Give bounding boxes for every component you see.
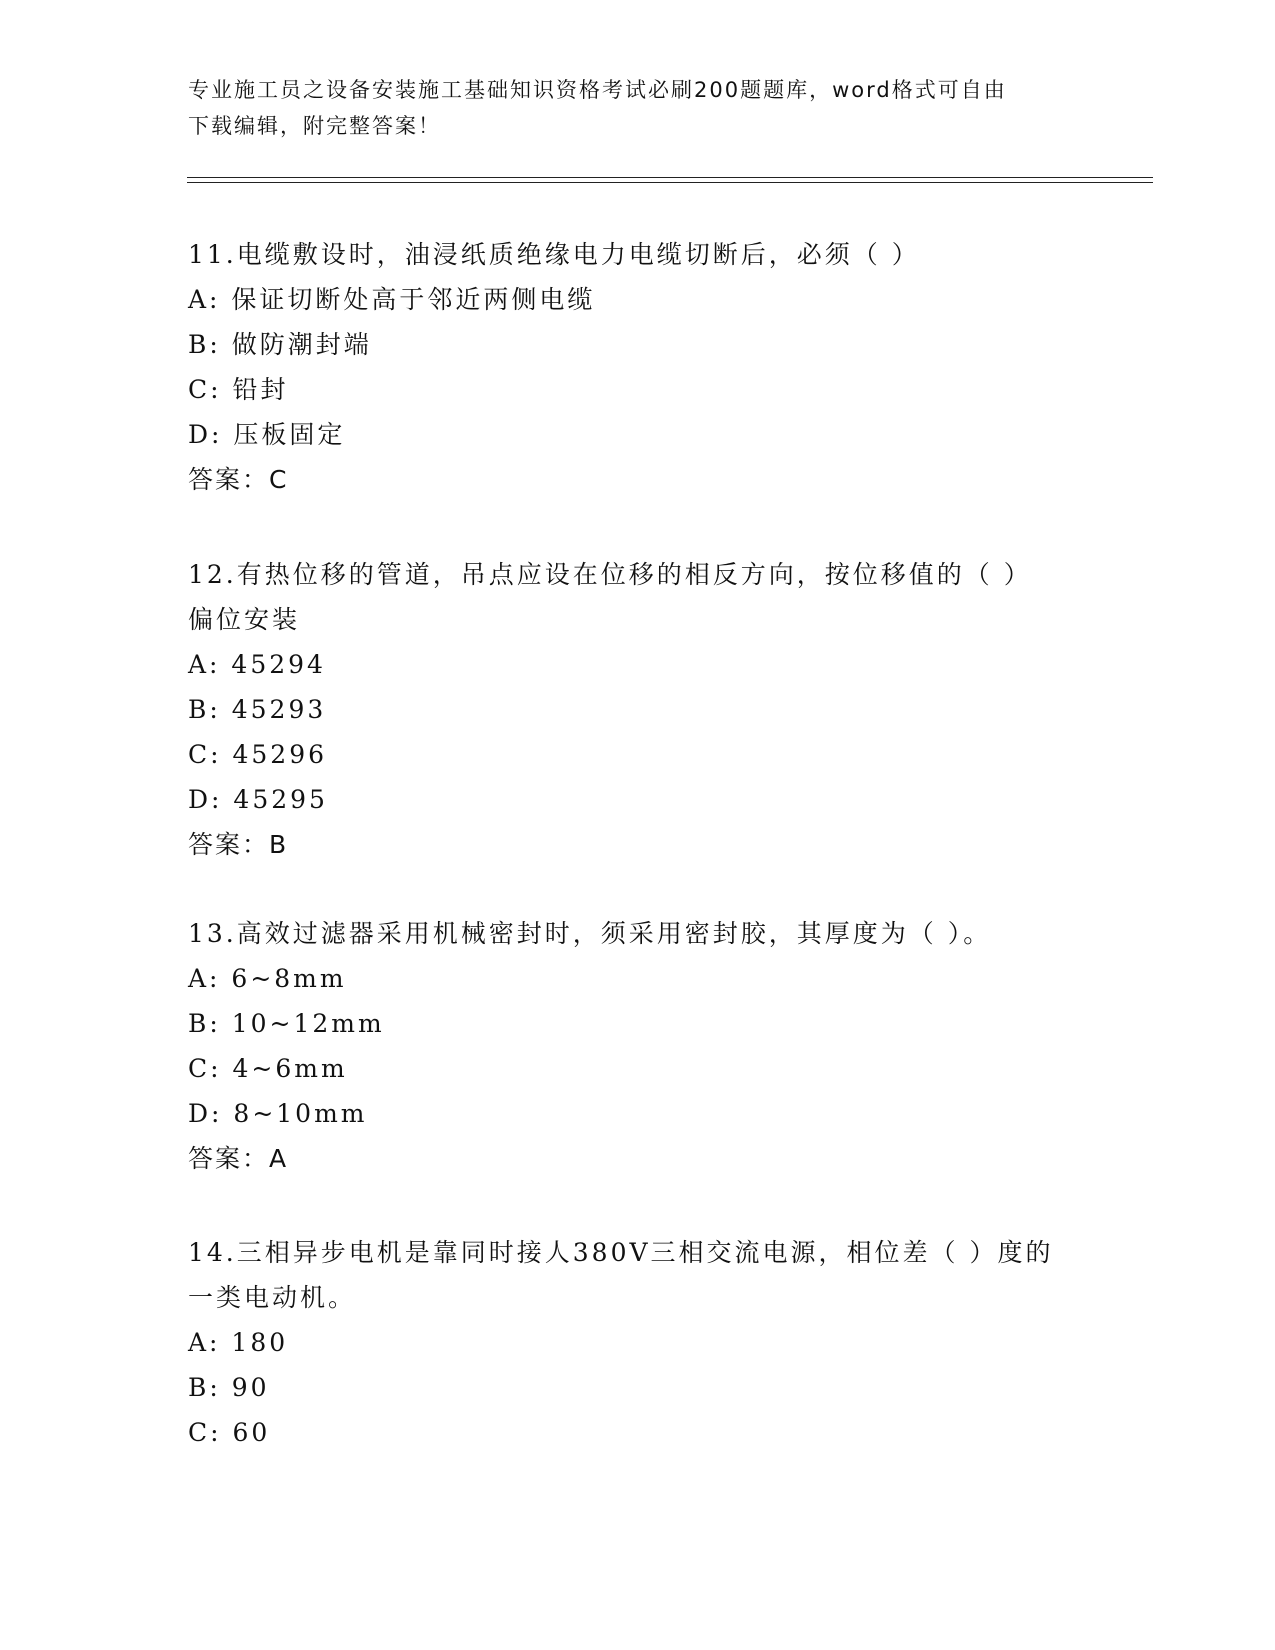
option-d: D: 8~10mm	[188, 1099, 368, 1128]
header-divider-bottom	[187, 182, 1153, 183]
question-stem: 12.有热位移的管道，吊点应设在位移的相反方向，按位移值的（ ）	[188, 560, 1032, 589]
answer-line: 答案：A	[188, 1144, 289, 1173]
option-c: C: 60	[188, 1418, 271, 1447]
option-d: D: 压板固定	[188, 420, 346, 449]
header-title-line-2: 下载编辑，附完整答案！	[188, 114, 441, 138]
option-b: B: 45293	[188, 695, 327, 724]
header-title-line-1: 专业施工员之设备安装施工基础知识资格考试必刷200题题库，word格式可自由	[188, 78, 1007, 102]
option-a: A: 45294	[188, 650, 326, 679]
option-c: C: 4~6mm	[188, 1054, 348, 1083]
question-stem: 13.高效过滤器采用机械密封时，须采用密封胶，其厚度为（ ）。	[188, 919, 992, 948]
question-stem: 11.电缆敷设时，油浸纸质绝缘电力电缆切断后，必须（ ）	[188, 240, 920, 269]
question-14	[188, 1230, 1088, 1455]
answer-line: 答案：C	[188, 465, 289, 494]
question-12	[188, 552, 1088, 867]
option-a: A: 180	[188, 1328, 289, 1357]
option-b: B: 做防潮封端	[188, 330, 372, 359]
answer-line: 答案：B	[188, 830, 289, 859]
header-divider-top	[187, 177, 1153, 178]
option-b: B: 90	[188, 1373, 270, 1402]
option-b: B: 10~12mm	[188, 1009, 385, 1038]
question-13	[188, 911, 1088, 1181]
option-d: D: 45295	[188, 785, 328, 814]
option-c: C: 铅封	[188, 375, 289, 404]
option-c: C: 45296	[188, 740, 328, 769]
option-a: A: 保证切断处高于邻近两侧电缆	[188, 285, 596, 314]
option-a: A: 6~8mm	[188, 964, 347, 993]
document-header	[188, 72, 1068, 144]
question-11	[188, 232, 1088, 502]
question-stem-continuation: 一类电动机。	[188, 1283, 357, 1312]
question-stem: 14.三相异步电机是靠同时接人380V三相交流电源，相位差（ ）度的	[188, 1238, 1054, 1267]
question-stem-continuation: 偏位安装	[188, 605, 301, 634]
